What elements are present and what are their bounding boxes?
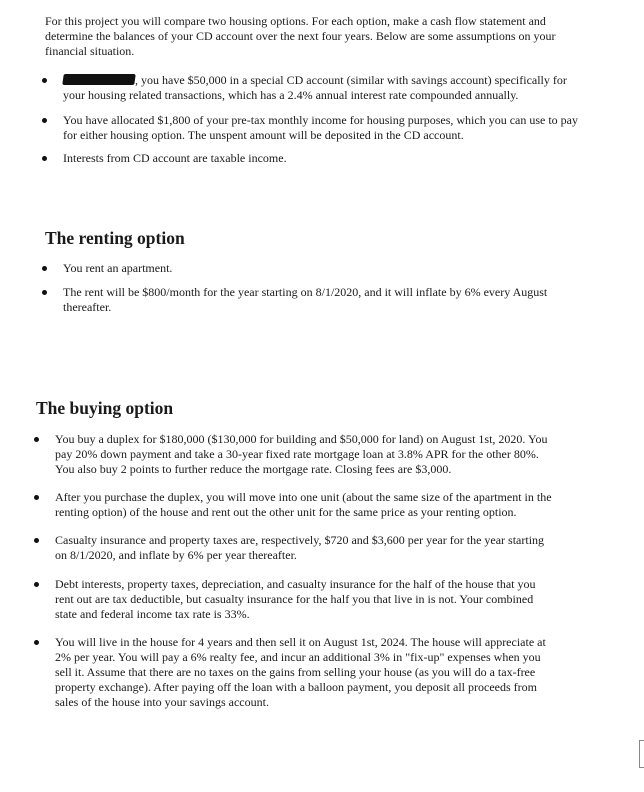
buying-text: After you purchase the duplex, you will move into one unit (about the same size of the apartment in the renting option) of the house and rent out the other unit for the same price as your renting option.	[55, 490, 552, 519]
buying-list	[55, 432, 555, 710]
redacted-text	[62, 74, 136, 85]
buying-text: Casualty insurance and property taxes are, respectively, $720 and $3,600 per year for the year starting on 8/1/2020, and inflate by 6% per year thereafter.	[55, 533, 545, 562]
list-item	[63, 73, 583, 105]
renting-text: You rent an apartment.	[63, 261, 173, 275]
intro-paragraph: For this project you will compare two housing options. For each option, make a cash flow statement and determine the balances of your CD account over the next four years. Below are some assumptions on your financial situation.	[45, 14, 556, 58]
assumption-text: You have allocated $1,800 of your pre-tax monthly income for housing purposes, which you can use to pay for either housing option. The unspent amount will be deposited in the CD account.	[63, 113, 579, 142]
assumption-text: Interests from CD account are taxable income.	[63, 151, 287, 165]
bullet-icon	[42, 266, 47, 271]
bullet-icon	[42, 78, 47, 83]
list-item	[55, 635, 555, 710]
buying-heading: The buying option	[36, 398, 174, 418]
bullet-icon	[34, 437, 39, 442]
buying-text: Debt interests, property taxes, depreciation, and casualty insurance for the half of the house that you rent out are tax deductible, but casualty insurance for the half you that live in is not. Your combined state and federal income tax rate is 33%.	[55, 577, 536, 621]
list-item	[63, 285, 583, 315]
bullet-icon	[34, 538, 39, 543]
bullet-icon	[34, 640, 39, 645]
renting-heading: The renting option	[45, 228, 185, 248]
bullet-icon	[42, 118, 47, 123]
list-item	[55, 432, 555, 479]
renting-list	[63, 261, 583, 315]
list-item	[63, 151, 583, 166]
buying-text: You buy a duplex for $180,000 ($130,000 for building and $50,000 for land) on August 1st, 2020. You pay 20% down payment and take a 30-year fixed rate mortgage loan at 3.8% APR for the other 80%. You also buy 2 points to further reduce the mortgage rate. Closing fees are $3,000.	[55, 432, 548, 476]
list-item	[55, 577, 555, 624]
list-item	[63, 261, 583, 276]
list-item	[63, 113, 583, 145]
scroll-edge-marker[interactable]	[639, 740, 644, 768]
bullet-icon	[42, 156, 47, 161]
assumptions-list	[63, 73, 583, 166]
list-item	[55, 490, 555, 522]
renting-text: The rent will be $800/month for the year starting on 8/1/2020, and it will inflate by 6% every August thereafter.	[63, 285, 548, 314]
bullet-icon	[34, 582, 39, 587]
bullet-icon	[34, 495, 39, 500]
bullet-icon	[42, 290, 47, 295]
list-item	[55, 533, 555, 565]
assumption-text: , you have $50,000 in a special CD account (similar with savings account) specifically for your housing related transactions, which has a 2.4% annual interest rate compounded annually.	[63, 73, 567, 102]
buying-text: You will live in the house for 4 years and then sell it on August 1st, 2024. The house will appreciate at 2% per year. You will pay a 6% realty fee, and incur an additional 3% in "fix-up" expenses when you sell it. Assume that there are no taxes on the gains from selling your house (as you will do a tax-free property exchange). After paying off the loan with a balloon payment, you deposit all proceeds from sales of the house into your savings account.	[55, 635, 546, 709]
